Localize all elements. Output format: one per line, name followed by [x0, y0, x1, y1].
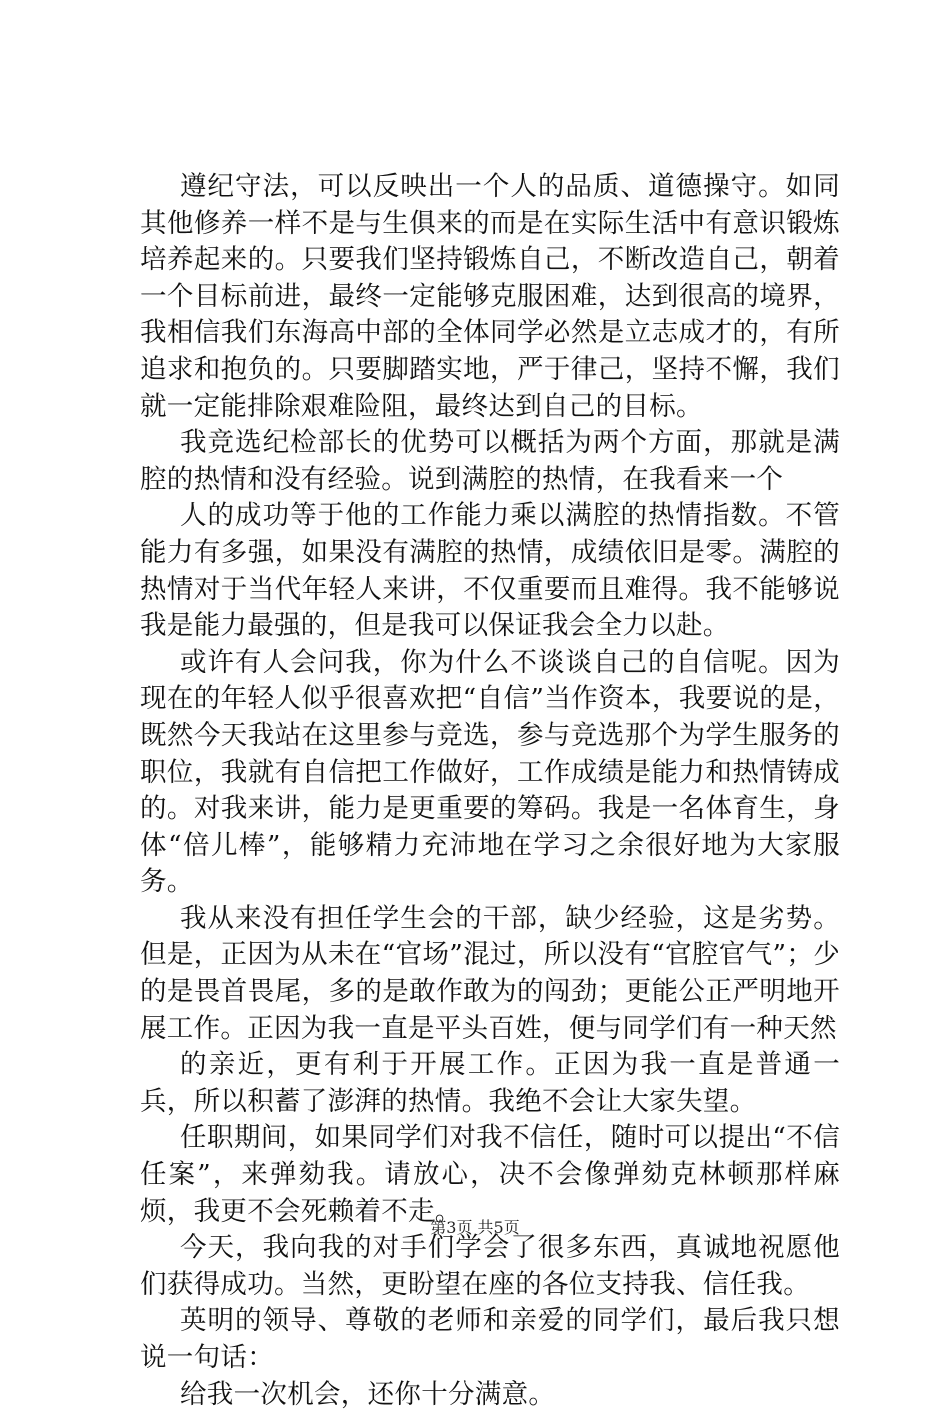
- paragraph-3: 人的成功等于他的工作能力乘以满腔的热情指数。不管能力有多强，如果没有满腔的热情，成绩依旧是零。满腔的热情对于当代年轻人来讲，不仅重要而且难得。我不能够说我是能力最强的，但是我可以保证我会全力以赴。: [140, 500, 840, 642]
- paragraph-4: 或许有人会问我，你为什么不谈谈自己的自信呢。因为现在的年轻人似乎很喜欢把“自信”当作资本，我要说的是，既然今天我站在这里参与竞选，参与竞选那个为学生服务的职位，我就有自信把工作做好，工作成绩是能力和热情铸成的。对我来讲，能力是更重要的筹码。我是一名体育生，身体“倍儿棒”，能够精力充沛地在学习之余很好地为大家服务。: [140, 646, 840, 898]
- paragraph-1: 遵纪守法，可以反映出一个人的品质、道德操守。如同其他修养一样不是与生俱来的而是在实际生活中有意识锻炼培养起来的。只要我们坚持锻炼自己，不断改造自己，朝着一个目标前进，最终一定能够克服困难，达到很高的境界，我相信我们东海高中部的全体同学必然是立志成才的，有所追求和抱负的。只要脚踏实地，严于律己，坚持不懈，我们就一定能排除艰难险阻，最终达到自己的目标。: [140, 171, 840, 422]
- paragraph-6: 的亲近，更有利于开展工作。正因为我一直是普通一兵，所以积蓄了澎湃的热情。我绝不会让大家失望。: [140, 1049, 840, 1117]
- paragraph-5: 我从来没有担任学生会的干部，缺少经验，这是劣势。但是，正因为从未在“官场”混过，所以没有“官腔官气”；少的是畏首畏尾，多的是敢作敢为的闯劲；更能公正严明地开展工作。正因为我一直是平头百姓，便与同学们有一种天然: [140, 902, 840, 1044]
- paragraph-2: 我竞选纪检部长的优势可以概括为两个方面，那就是满腔的热情和没有经验。说到满腔的热情，在我看来一个: [140, 427, 840, 495]
- paragraph-9: 英明的领导、尊敬的老师和亲爱的同学们，最后我只想说一句话：: [140, 1305, 840, 1373]
- paragraph-7: 任职期间，如果同学们对我不信任，随时可以提出“不信任案”，来弹劾我。请放心，决不会像弹劾克林顿那样麻烦，我更不会死赖着不走。: [140, 1122, 841, 1227]
- page-number-footer: 第3页 共5页: [430, 1218, 520, 1237]
- paragraph-8: 今天，我向我的对手们学会了很多东西，真诚地祝愿他们获得成功。当然，更盼望在座的各位支持我、信任我。: [140, 1232, 840, 1300]
- paragraph-10: 给我一次机会，还你十分满意。: [180, 1378, 556, 1410]
